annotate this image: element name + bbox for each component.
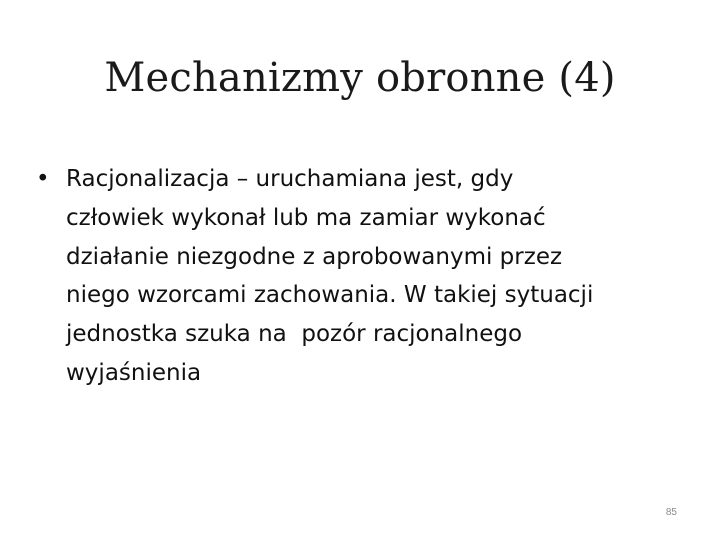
bullet-line: człowiek wykonał lub ma zamiar wykonać [66, 204, 546, 231]
bullet-line: niego wzorcami zachowania. W takiej sytuacji [66, 282, 594, 309]
bullet-icon: • [36, 166, 50, 192]
slide-body [36, 160, 676, 393]
bullet-item [36, 160, 676, 393]
bullet-line: wyjaśnienia [66, 359, 202, 386]
bullet-line: działanie niezgodne z aprobowanymi przez [66, 243, 563, 270]
bullet-line: jednostka szuka na pozór racjonalnego [66, 321, 523, 348]
page-number: 85 [665, 507, 677, 518]
slide-title: Mechanizmy obronne (4) [104, 55, 616, 101]
bullet-text [66, 160, 676, 393]
bullet-line: Racjonalizacja – uruchamiana jest, gdy [66, 166, 514, 192]
